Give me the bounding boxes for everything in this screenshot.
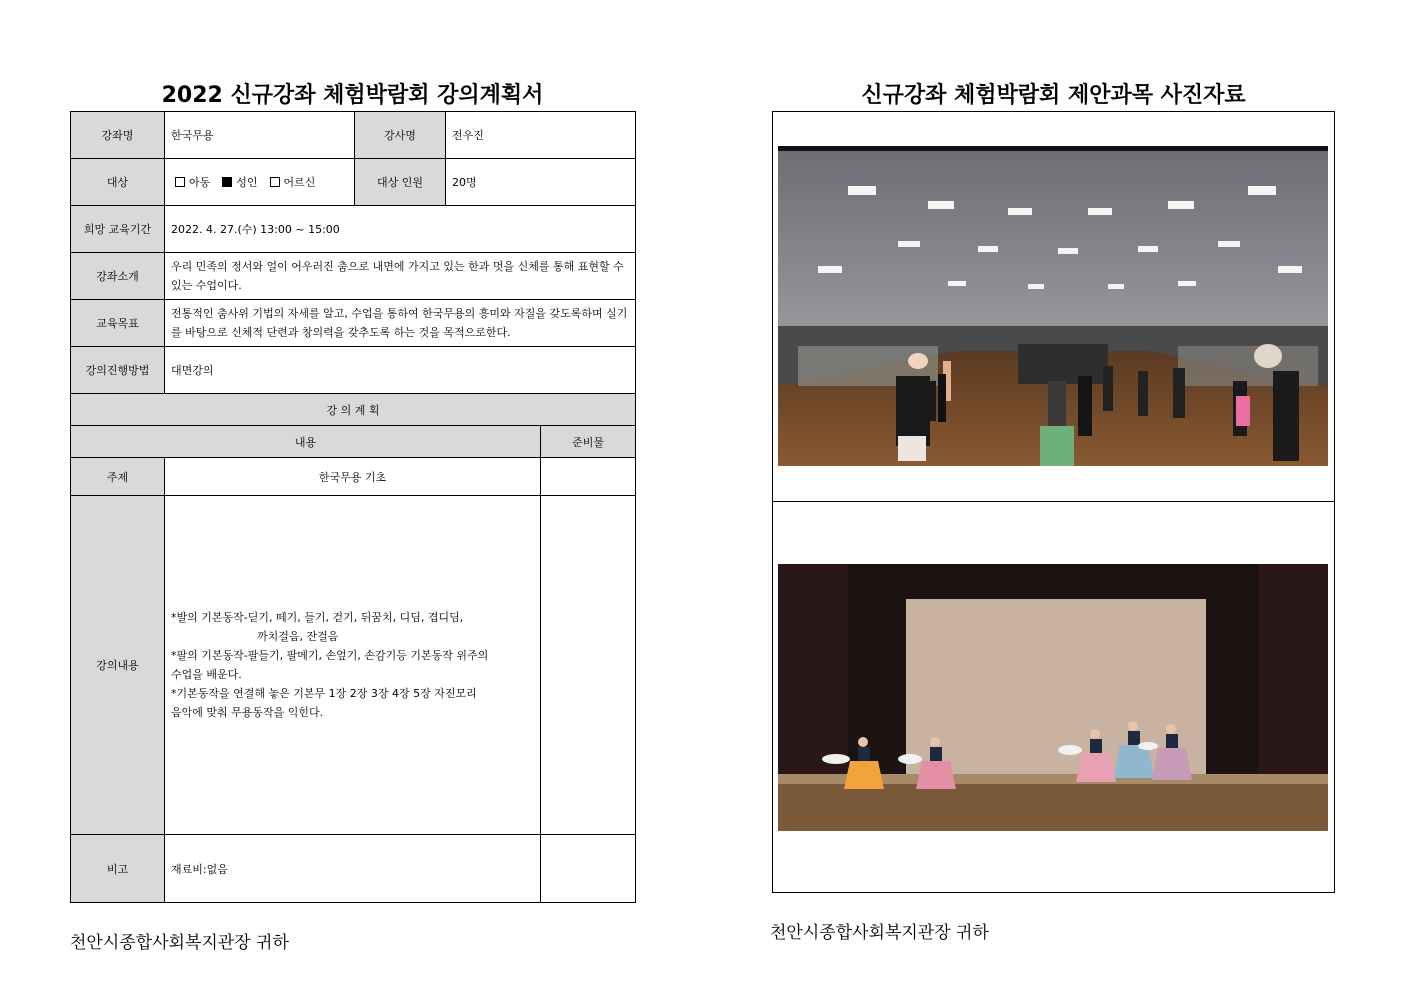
studio-rehearsal-photo: [778, 146, 1328, 466]
intro-label: 강좌소개: [71, 253, 165, 300]
topic-materials: [541, 458, 636, 496]
plan-header: 강 의 계 획: [71, 394, 636, 426]
lecture-content-label: 강의내용: [71, 496, 165, 835]
lecture-line: *기본동작을 연결해 놓은 기본무 1장 2장 3장 4장 5장 자진모리: [171, 687, 477, 700]
content-header: 내용: [71, 426, 541, 458]
note-label: 비고: [71, 835, 165, 903]
goal-value: 전통적인 춤사위 기법의 자세를 알고, 수업을 통하여 한국무용의 흥미와 자질을 갖도록하며 실기를 바탕으로 신체적 단련과 창의력을 갖추도록 하는 것을 목적으로한다.: [165, 300, 636, 347]
target-label: 대상: [71, 159, 165, 206]
target-options: [165, 159, 355, 206]
note-value: 재료비:없음: [165, 835, 541, 903]
unchecked-box-icon: [270, 177, 280, 187]
lecture-line: 까치걸음, 잔걸음: [257, 630, 339, 643]
instructor-label: 강사명: [355, 112, 446, 159]
left-page-title: 2022 신규강좌 체험박람회 강의계획서: [161, 83, 544, 108]
capacity-label: 대상 인원: [355, 159, 446, 206]
method-value: 대면강의: [165, 347, 636, 394]
target-option-label: 아동: [189, 176, 211, 189]
target-option-label: 성인: [236, 176, 258, 189]
lecture-line: *팔의 기본동작-팔들기, 팔메기, 손엎기, 손감기등 기본동작 위주의: [171, 649, 489, 662]
lecture-plan-table: [70, 111, 636, 903]
lecture-materials: [541, 496, 636, 835]
checked-box-icon: [222, 177, 232, 187]
unchecked-box-icon: [175, 177, 185, 187]
target-option: [266, 176, 316, 189]
note-materials: [541, 835, 636, 903]
method-label: 강의진행방법: [71, 347, 165, 394]
lecture-content-value: [165, 496, 541, 835]
intro-value: 우리 민족의 정서와 얼이 어우러진 춤으로 내면에 가지고 있는 한과 멋을 신체를 통해 표현할 수 있는 수업이다.: [165, 253, 636, 300]
topic-value: 한국무용 기초: [165, 458, 541, 496]
lecture-line: 수업을 배운다.: [171, 668, 242, 681]
lecture-line: 음악에 맞춰 무용동작을 익힌다.: [171, 706, 324, 719]
left-footer-recipient: 천안시종합사회복지관장 귀하: [70, 933, 289, 953]
capacity-value: 20명: [446, 159, 636, 206]
right-footer-recipient: 천안시종합사회복지관장 귀하: [770, 923, 989, 943]
target-option-label: 어르신: [283, 176, 316, 189]
right-page-title: 신규강좌 체험박람회 제안과목 사진자료: [861, 83, 1246, 108]
instructor-value: 전우진: [446, 112, 636, 159]
target-option: [171, 176, 210, 189]
materials-header: 준비물: [541, 426, 636, 458]
course-name-value: 한국무용: [165, 112, 355, 159]
course-name-label: 강좌명: [71, 112, 165, 159]
topic-label: 주제: [71, 458, 165, 496]
goal-label: 교육목표: [71, 300, 165, 347]
photo-divider: [772, 501, 1335, 502]
target-option: [218, 176, 257, 189]
period-label: 희망 교육기간: [71, 206, 165, 253]
period-value: 2022. 4. 27.(수) 13:00 ~ 15:00: [165, 206, 636, 253]
stage-performance-photo: [778, 564, 1328, 831]
lecture-line: *발의 기본동작-딛기, 떼기, 들기, 걷기, 뒤꿈치, 디딤, 겹디딤,: [171, 611, 464, 624]
